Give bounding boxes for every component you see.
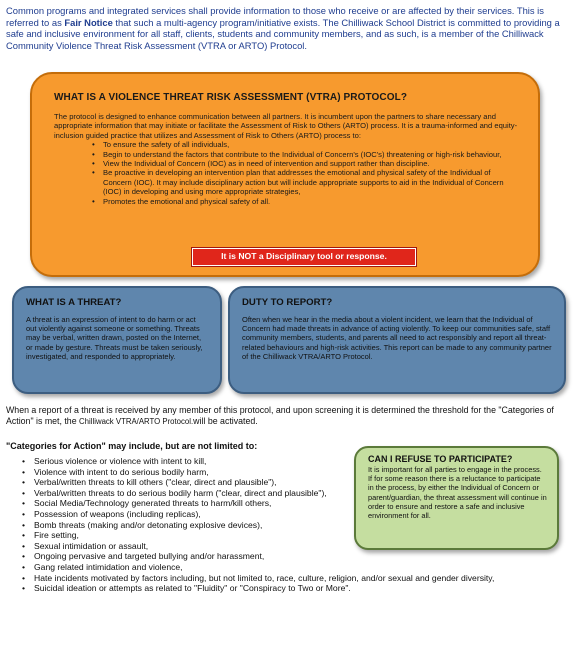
- category-item: • Gang related intimidation and violence,: [22, 562, 567, 573]
- vtra-body: The protocol is designed to enhance communication between all partners. It is incumbent upon the partners to share necessary and appropriate information that may initiate or facilitate the Assessment of Risk to Others (ARTO) process. It is a trauma-informed and equity-inclusion guided practice that utilizes and Assessment of Risk to Others (ARTO) process to:: [54, 112, 518, 140]
- fair-notice-bold: Fair Notice: [64, 16, 113, 28]
- category-item: • Verbal/written threats to do serious bodily harm ("clear, direct and plausible"),: [22, 488, 350, 499]
- category-item: • Verbal/written threats to kill others ("clear, direct and plausible"),: [22, 477, 350, 488]
- intro-text-part1: Common programs and integrated services shall provide information to those who receive or are affected by their services. This is referred to as: [6, 5, 544, 28]
- report-text-end: will be activated.: [193, 416, 258, 426]
- not-disciplinary-banner: It is NOT a Disciplinary tool or response.: [192, 248, 416, 266]
- category-item: • Suicidal ideation or attempts as related to "Fluidity" or "Conspiracy to Two or More".: [22, 583, 567, 594]
- categories-heading: "Categories for Action" may include, but are not limited to:: [6, 441, 258, 451]
- duty-heading: DUTY TO REPORT?: [242, 297, 333, 308]
- what-is-threat-box: [12, 286, 222, 394]
- vtra-heading: WHAT IS A VIOLENCE THREAT RISK ASSESSMENT (VTRA) PROTOCOL?: [54, 92, 408, 103]
- category-item: • Bomb threats (making and/or detonating explosive devices),: [22, 520, 350, 531]
- category-item: • Serious violence or violence with intent to kill,: [22, 456, 350, 467]
- report-text-protocol: Chilliwack VTRA/ARTO Protocol.: [79, 417, 194, 426]
- category-item: • Social Media/Technology generated threats to harm/kill others,: [22, 498, 350, 509]
- category-item: • Possession of weapons (including replicas),: [22, 509, 350, 520]
- category-item: • Sexual intimidation or assault,: [22, 541, 567, 552]
- duty-body: Often when we hear in the media about a violent incident, we learn that the Individual of Concern had made threats in advance of acting violently. To keep our communities safe, staff community members, students, and parents all need to act responsibly and report all threat-related behaviours and high-risk activities. This report can be made to any community partner of the Chilliwack VTRA/ARTO Protocol.: [242, 315, 552, 361]
- category-item: • Ongoing pervasive and targeted bullying and/or harassment,: [22, 551, 567, 562]
- refuse-heading: CAN I REFUSE TO PARTICIPATE?: [368, 454, 513, 464]
- report-threshold-text: [6, 405, 572, 427]
- category-item: • Violence with intent to do serious bodily harm,: [22, 467, 350, 478]
- refuse-to-participate-box: [354, 446, 559, 550]
- report-text-main: When a report of a threat is received by any member of this protocol, and upon screening it is determined the threshold for the "Categories of Action" is met, the: [6, 405, 554, 426]
- duty-to-report-box: [228, 286, 566, 394]
- vtra-protocol-box: [30, 72, 540, 277]
- intro-text-part2: that such a multi-agency program/initiative exists. The Chilliwack School District is committed to providing a safe and inclusive environment for all staff, clients, students and community members, and as such, is a member of the Chilliwack Community Violence Threat Risk Assessment (VTRA or ARTO) Protocol.: [6, 16, 560, 51]
- vtra-bullet: • Begin to understand the factors that contribute to the Individual of Concern's (IOC's) threatening or high-risk behaviour,: [92, 150, 516, 159]
- refuse-body: It is important for all parties to engage in the process. If for some reason there is a reluctance to participate in the process, by either the Individual of Concern or parent/guardian, the threat assessment will continue in order to ensure and restore a safe and inclusive environment for all.: [368, 465, 547, 521]
- vtra-bullet: • View the Individual of Concern (IOC) as in need of intervention and support rather than discipline.: [92, 159, 516, 168]
- vtra-bullet: • Be proactive in developing an intervention plan that addresses the emotional and physical safety of the Individual of Concern (IOC). It may include disciplinary action but will include appropriate supports to aid in the Individual of Concern (IOC) in developing and using more appropriate strategies,: [92, 168, 516, 196]
- threat-heading: WHAT IS A THREAT?: [26, 297, 122, 308]
- category-item: • Hate incidents motivated by factors including, but not limited to, race, culture, religion, and/or sexual and gender diversity,: [22, 573, 567, 584]
- vtra-bullet-list: [92, 140, 516, 206]
- vtra-bullet: • To ensure the safety of all individuals,: [92, 140, 516, 149]
- vtra-bullet: • Promotes the emotional and physical safety of all.: [92, 197, 516, 206]
- intro-paragraph: [6, 5, 572, 51]
- category-item: • Fire setting,: [22, 530, 567, 541]
- threat-body: A threat is an expression of intent to do harm or act out violently against someone or something. Threats may be verbal, written drawn, posted on the Internet, or made by gesture. Threats must be taken seriously, investigated, and responded to appropriately.: [26, 315, 203, 361]
